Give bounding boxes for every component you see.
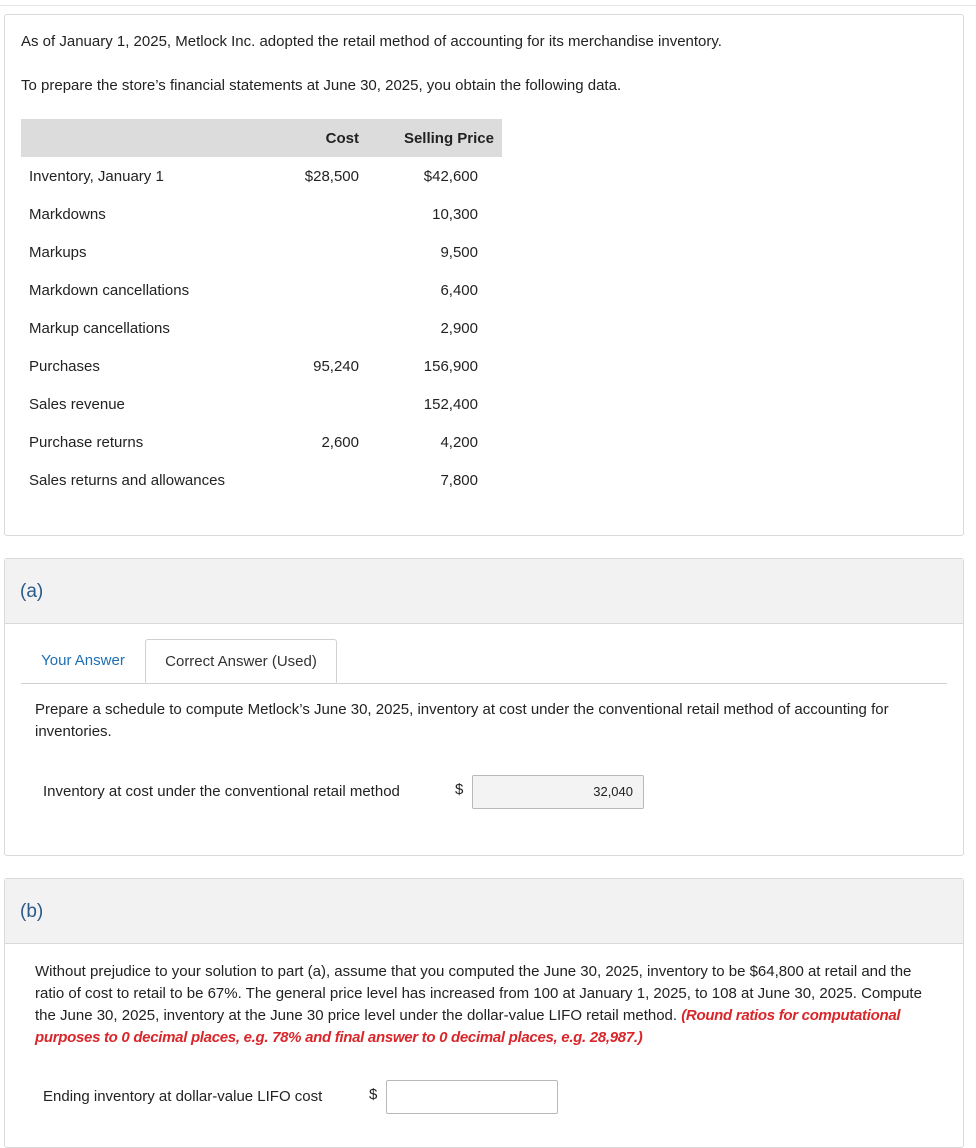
row-label: Sales revenue <box>29 395 125 413</box>
row-selling: 9,500 <box>440 243 478 261</box>
row-cost <box>259 195 359 233</box>
row-cost: $28,500 <box>304 167 359 185</box>
part-a-question: Prepare a schedule to compute Metlock’s June 30, 2025, inventory at cost under the conventional retail method of accounting for inventories. <box>35 701 889 740</box>
part-a-currency: $ <box>455 781 464 798</box>
part-b-question <box>35 961 940 1049</box>
row-selling: 7,800 <box>440 471 478 489</box>
part-a-card <box>4 558 964 856</box>
part-b-currency: $ <box>369 1086 378 1103</box>
row-label: Sales returns and allowances <box>29 471 225 489</box>
part-a-answer-label: Inventory at cost under the conventional retail method <box>43 783 400 800</box>
row-cost <box>259 385 359 423</box>
row-cost <box>259 233 359 271</box>
table-row <box>21 461 502 499</box>
row-label: Markup cancellations <box>29 319 170 337</box>
row-cost: 95,240 <box>313 357 359 375</box>
row-selling: 4,200 <box>440 433 478 451</box>
table-row <box>21 309 502 347</box>
table-row <box>21 271 502 309</box>
table-row <box>21 195 502 233</box>
row-selling: 2,900 <box>440 319 478 337</box>
row-cost <box>259 309 359 347</box>
row-label: Inventory, January 1 <box>29 167 164 185</box>
table-row <box>21 157 502 195</box>
table-header-row <box>21 119 502 157</box>
tab-your-answer[interactable]: Your Answer <box>41 652 125 669</box>
header-label <box>21 119 259 157</box>
row-cost <box>259 461 359 499</box>
header-cost: Cost <box>259 119 359 157</box>
table-row <box>21 347 502 385</box>
part-a-answer-field[interactable]: 32,040 <box>472 775 644 809</box>
row-label: Markdown cancellations <box>29 281 190 299</box>
header-selling-price: Selling Price <box>359 119 502 157</box>
row-label: Markups <box>29 243 87 261</box>
row-selling: 6,400 <box>440 281 478 299</box>
part-b-card <box>4 878 964 1148</box>
row-cost <box>259 271 359 309</box>
part-b-answer-input[interactable] <box>386 1080 558 1114</box>
table-row <box>21 385 502 423</box>
part-b-question-text: Without prejudice to your solution to part (a), assume that you computed the June 30, 2025, inventory to be $64,800 at retail and the ratio of cost to retail to be 67%. The general price level has increased from 100 at January 1, 2025, to 108 at June 30, 2025. Compute the June 30, 2025, inventory at the June 30 price level under the dollar-value LIFO retail method. <box>35 963 922 1024</box>
data-table <box>21 119 502 499</box>
row-label: Purchases <box>29 357 100 375</box>
intro-text-1: As of January 1, 2025, Metlock Inc. adopted the retail method of accounting for its merchandise inventory. <box>21 33 722 50</box>
row-selling: 156,900 <box>423 357 478 375</box>
part-b-answer-label: Ending inventory at dollar-value LIFO cost <box>43 1088 323 1105</box>
tab-correct-answer[interactable]: Correct Answer (Used) <box>145 639 337 683</box>
row-selling: 10,300 <box>432 205 478 223</box>
row-selling: $42,600 <box>423 167 478 185</box>
table-row <box>21 233 502 271</box>
row-selling: 152,400 <box>423 395 478 413</box>
intro-text-2: To prepare the store’s financial statements at June 30, 2025, you obtain the following data. <box>21 77 622 94</box>
part-b-label: (b) <box>20 901 44 922</box>
top-divider <box>0 5 976 6</box>
answer-tabs <box>21 639 947 684</box>
row-label: Markdowns <box>29 205 106 223</box>
part-b-instruction: (Round ratios for computational purposes to 0 decimal places, e.g. 78% and final answer to 0 decimal places, e.g. 28,987.) <box>35 1007 901 1046</box>
row-cost: 2,600 <box>321 433 359 451</box>
part-a-label: (a) <box>20 581 44 602</box>
table-row <box>21 423 502 461</box>
part-b-header <box>5 879 963 944</box>
problem-card <box>4 14 964 536</box>
part-a-header <box>5 559 963 624</box>
row-label: Purchase returns <box>29 433 144 451</box>
